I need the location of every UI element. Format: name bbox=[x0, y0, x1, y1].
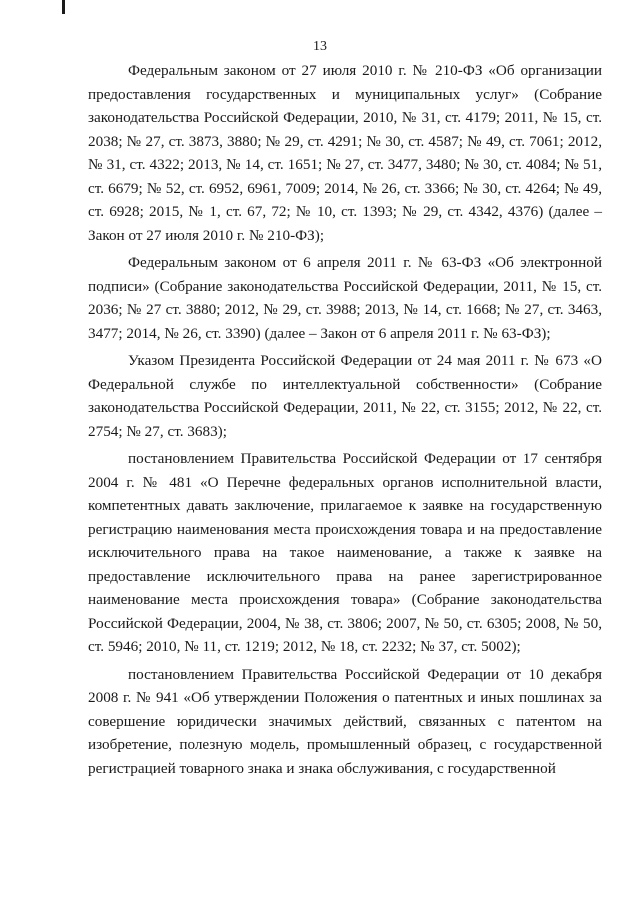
page-number: 13 bbox=[313, 39, 327, 54]
paragraph-law-63-fz: Федеральным законом от 6 апреля 2011 г. № 63-ФЗ «Об электронной подписи» (Собрание законодательства Российской Федерации, 2011, № 15, ст. 2036; № 27 ст. 3880; 2012, № 29, ст. 3988; 2013, № 14, ст. 1668; № 27, ст. 3463, 3477; 2014, № 26, ст. 3390) (далее – Закон от 6 апреля 2011 г. № 63-ФЗ); bbox=[88, 254, 602, 342]
document-body bbox=[88, 59, 602, 780]
paragraph-resolution-481: постановлением Правительства Российской Федерации от 17 сентября 2004 г. № 481 «О Перечне федеральных органов исполнительной власти, компетентных давать заключение, прилагаемое к заявке на государственную регистрацию наименования места происхождения товара и на предоставление исключительного права на такое наименование, а также к заявке на предоставление исключительного права на ранее зарегистрированное наименование места происхождения товара» (Собрание законодательства Российской Федерации, 2004, № 38, ст. 3806; 2007, № 50, ст. 6305; 2008, № 50, ст. 5946; 2010, № 11, ст. 1219; 2012, № 18, ст. 2232; № 37, ст. 5002); bbox=[88, 450, 602, 655]
paragraph-resolution-941: постановлением Правительства Российской Федерации от 10 декабря 2008 г. № 941 «Об утверждении Положения о патентных и иных пошлинах за совершение юридически значимых действий, связанных с патентом на изобретение, полезную модель, промышленный образец, с государственной регистрацией товарного знака и знака обслуживания, с государственной bbox=[88, 665, 602, 777]
paragraph-decree-673: Указом Президента Российской Федерации от 24 мая 2011 г. № 673 «О Федеральной службе по интеллектуальной собственности» (Собрание законодательства Российской Федерации, 2011, № 22, ст. 3155; 2012, № 22, ст. 2754; № 27, ст. 3683); bbox=[88, 352, 602, 440]
scan-corner-mark bbox=[62, 0, 65, 14]
paragraph-law-210-fz: Федеральным законом от 27 июля 2010 г. № 210-ФЗ «Об организации предоставления государственных и муниципальных услуг» (Собрание законодательства Российской Федерации, 2010, № 31, ст. 4179; 2011, № 15, ст. 2038; № 27, ст. 3873, 3880; № 29, ст. 4291; № 30, ст. 4587; № 49, ст. 7061; 2012, № 31, ст. 4322; 2013, № 14, ст. 1651; № 27, ст. 3477, 3480; № 30, ст. 4084; № 51, ст. 6679; № 52, ст. 6952, 6961, 7009; 2014, № 26, ст. 3366; № 30, ст. 4264; № 49, ст. 6928; 2015, № 1, ст. 67, 72; № 10, ст. 1393; № 29, ст. 4342, 4376) (далее – Закон от 27 июля 2010 г. № 210-ФЗ); bbox=[88, 62, 602, 244]
